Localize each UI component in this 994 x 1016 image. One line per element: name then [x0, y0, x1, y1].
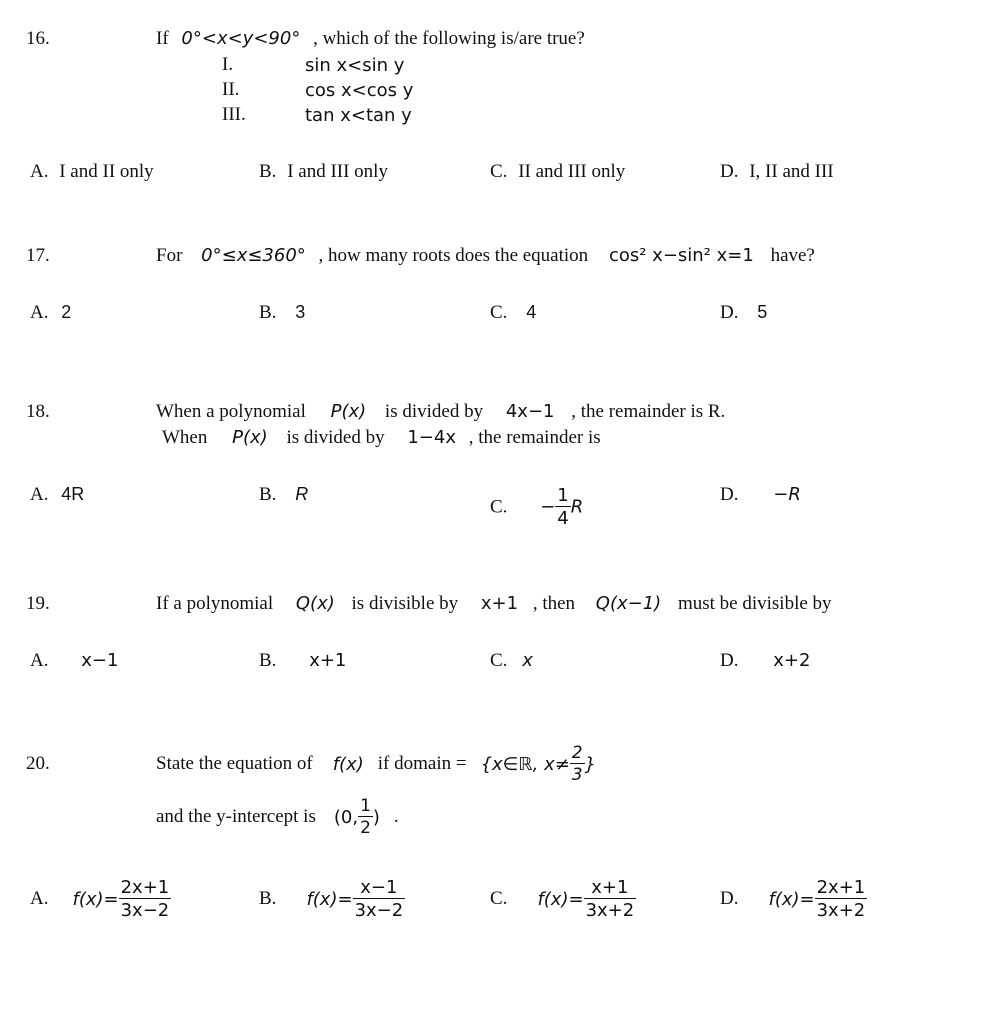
- polynomial: P(x): [232, 427, 268, 448]
- function: f(x): [332, 753, 364, 775]
- option-d[interactable]: D. 5: [720, 302, 768, 323]
- option-d[interactable]: D. −R: [720, 484, 801, 505]
- polynomial: P(x): [330, 401, 367, 422]
- question-stem-line-1: State the equation of f(x) if domain = {x∈ℝ, x≠ $\frac{2}{3}$ }: [156, 742, 597, 785]
- question-stem-line-2: When P(x) is divided by 1−4x , the remainder is: [162, 427, 601, 448]
- question-number: 16.: [26, 28, 50, 49]
- question-stem: For 0°≤x≤360° , how many roots does the equation cos² x−sin² x=1 have?: [156, 245, 815, 266]
- fraction: $\frac{x+1}{3x+2}$: [585, 876, 635, 921]
- fraction: $\frac{2x+1}{3x+2}$: [816, 876, 866, 921]
- option-a[interactable]: A. 2: [30, 302, 72, 323]
- trig-equation: cos² x−sin² x=1: [608, 245, 754, 266]
- statement-label: II.: [222, 79, 240, 100]
- polynomial: Q(x): [295, 593, 335, 614]
- option-a[interactable]: A. I and II only: [30, 161, 154, 182]
- option-a[interactable]: A. f(x)= $\frac{2x+1}{3x-2}$: [30, 876, 170, 921]
- option-c[interactable]: C. 4: [490, 302, 537, 323]
- shifted-polynomial: Q(x−1): [595, 593, 662, 614]
- question-number: 17.: [26, 245, 50, 266]
- option-b[interactable]: B. 3: [259, 302, 306, 323]
- statement-label: III.: [222, 104, 246, 125]
- option-c[interactable]: C. f(x)= $\frac{x+1}{3x+2}$: [490, 876, 635, 921]
- statement-expr: cos x<cos y: [305, 80, 414, 101]
- angle-condition: 0°<x<y<90°: [181, 28, 301, 49]
- option-a[interactable]: A. 4R: [30, 484, 85, 505]
- divisor: 4x−1: [505, 401, 555, 422]
- question-number: 18.: [26, 401, 50, 422]
- question-stem-line-1: When a polynomial P(x) is divided by 4x−1 , the remainder is R.: [156, 401, 726, 422]
- option-b[interactable]: B. x+1: [259, 650, 347, 671]
- option-c[interactable]: C. x: [490, 650, 533, 671]
- option-d[interactable]: D. x+2: [720, 650, 811, 671]
- option-c[interactable]: C. − $\frac{1}{4}$ R: [490, 485, 584, 529]
- angle-condition: 0°≤x≤360°: [201, 245, 306, 266]
- option-b[interactable]: B. I and III only: [259, 161, 388, 182]
- question-number: 19.: [26, 593, 50, 614]
- question-stem: If 0°<x<y<90° , which of the following is/are true?: [156, 28, 585, 49]
- option-b[interactable]: B. f(x)= $\frac{x-1}{3x-2}$: [259, 876, 404, 921]
- question-stem-line-2: and the y-intercept is (0, $\frac{1}{2}$ ) .: [156, 795, 399, 838]
- statement-label: I.: [222, 54, 234, 75]
- divisor: 1−4x: [407, 427, 456, 448]
- statement-expr: sin x<sin y: [305, 55, 405, 76]
- domain-set: {x∈ℝ, x≠ $\frac{2}{3}$ }: [480, 742, 597, 785]
- option-c[interactable]: C. II and III only: [490, 161, 626, 182]
- fraction: $\frac{2x+1}{3x-2}$: [120, 876, 170, 921]
- question-number: 20.: [26, 753, 50, 774]
- divisor: x+1: [480, 593, 519, 614]
- option-d[interactable]: D. f(x)= $\frac{2x+1}{3x+2}$: [720, 876, 866, 921]
- option-a[interactable]: A. x−1: [30, 650, 119, 671]
- option-b[interactable]: B. R: [259, 484, 309, 505]
- question-stem: If a polynomial Q(x) is divisible by x+1 , then Q(x−1) must be divisible by: [156, 593, 832, 614]
- fraction: $\frac{x-1}{3x-2}$: [354, 876, 404, 921]
- y-intercept: (0, $\frac{1}{2}$ ): [333, 795, 380, 838]
- statement-expr: tan x<tan y: [305, 105, 412, 126]
- fraction: $\frac{1}{4}$: [557, 485, 569, 529]
- option-d[interactable]: D. I, II and III: [720, 161, 834, 182]
